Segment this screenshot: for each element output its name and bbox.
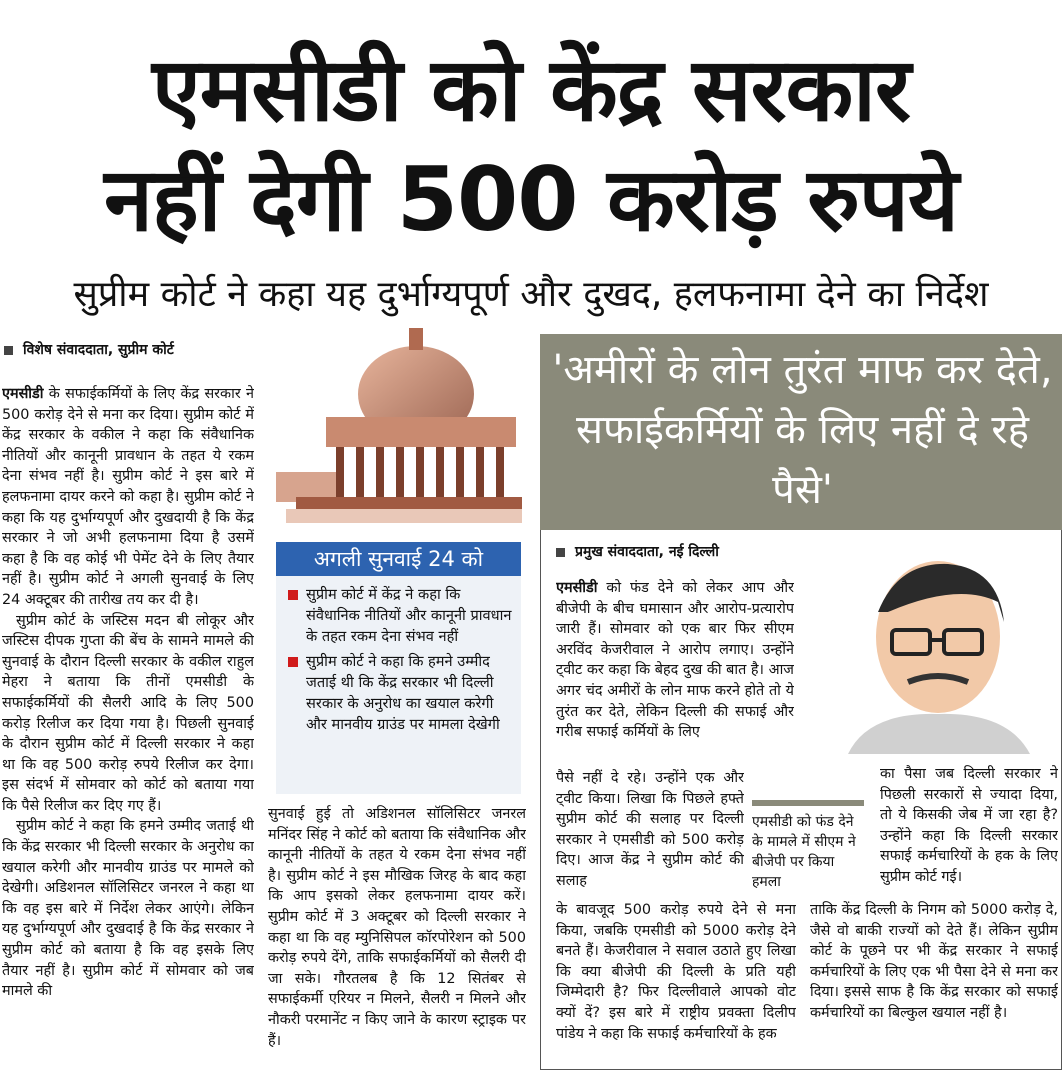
right-article-col2a: का पैसा जब दिल्ली सरकार ने पिछली सरकारों से ज्यादा दिया, तो ये किसकी जेब में जा रहा है? उन्होंने कहा कि दिल्ली सरकार सफाई कर्मचारियों के हक के लिए सुप्रीम कोर्ट गई। xyxy=(880,766,1058,885)
subheadline: सुप्रीम कोर्ट ने कहा यह दुर्भाग्यपूर्ण और दुखद, हलफनामा देने का निर्देश xyxy=(73,274,989,315)
byline-bullet-icon xyxy=(4,346,13,355)
right-byline: प्रमुख संवाददाता, नई दिल्ली xyxy=(556,542,719,561)
quote-text: 'अमीरों के लोन तुरंत माफ कर देते, सफाईकर्मियों के लिए नहीं दे रहे पैसे' xyxy=(552,347,1053,513)
left-para-1: एमसीडी के सफाईकर्मियों के लिए केंद्र सरकार ने 500 करोड़ देने से मना कर दिया। सुप्रीम कोर्ट में केंद्र सरकार के वकील ने कहा कि संवैधानिक नीतियों और कानूनी प्रावधान के तहत ये रकम देना संभव नहीं है। सुप्रीम कोर्ट ने इस बारे में हलफनामा दायर करने को कहा है। सुप्रीम कोर्ट ने कहा कि यह दुर्भाग्यपूर्ण और दुखदायी है कि केंद्र सरकार ने जो अभी हलफनामा दिया है उसमें कहा है कि वह कोई भी पेमेंट देने के लिए तैयार नहीं है। सुप्रीम कोर्ट ने अगली सुनवाई के लिए 24 अक्टूबर की तारीख तय कर दी है। xyxy=(2,386,254,608)
left-para-2: सुप्रीम कोर्ट के जस्टिस मदन बी लोकूर और जस्टिस दीपक गुप्ता की बेंच के सामने मामले की सुनवाई के दौरान दिल्ली सरकार के वकील राहुल मेहरा ने बताया कि तीनों एमसीडी के सफाईकर्मियों की सैलरी आदि के लिए 500 करोड़ रिलीज कर दिया गया है। पिछली सुनवाई के दौरान सुप्रीम कोर्ट में दिल्ली सरकार ने कहा था कि वह 500 करोड़ रुपये रिलीज कर देगा। इस संदर्भ में सोमवार को कोर्ट को बताया गया कि पैसे रिलीज कर दिए गए हैं। xyxy=(2,612,254,814)
supreme-court-illustration xyxy=(266,322,522,544)
headline-line2: नहीं देगी 500 करोड़ रुपये xyxy=(104,148,958,251)
sidebox-list xyxy=(288,584,514,735)
right-article-para1: एमसीडी को फंड देने को लेकर आप और बीजेपी के बीच घमासान और आरोप-प्रत्यारोप जारी हैं। सोमवार को एक बार फिर सीएम अरविंद केजरीवाल ने आरोप लगाए। उन्होंने ट्वीट कर कहा कि बेहद दुख की बात है। आज अगर चंद अमीरों के लोन माफ करने होते तो ये तुरंत कर देते, लेकिन दिल्ली की सफाई और गरीब सफाई कर्मियों के लिए xyxy=(556,580,794,741)
left-byline: विशेष संवाददाता, सुप्रीम कोर्ट xyxy=(4,340,174,359)
sidebox-item: सुप्रीम कोर्ट ने कहा कि हमने उम्मीद जताई थी कि केंद्र सरकार भी दिल्ली सरकार के अनुरोध का खयाल करेगी और मानवीय ग्राउंड पर मामला देखेगी xyxy=(288,651,514,735)
callout-quote: एमसीडी को फंड देने के मामले में सीएम ने बीजेपी पर किया हमला xyxy=(752,800,864,892)
left-para-3: सुप्रीम कोर्ट ने कहा कि हमने उम्मीद जताई थी कि केंद्र सरकार भी दिल्ली सरकार के अनुरोध का खयाल करेगी और मानवीय ग्राउंड पर मामले को देखेगी। अडिशनल सॉलिसिटर जनरल ने कहा था कि वह इस बारे में निर्देश लेकर आएंगे। लेकिन यह दुर्भाग्यपूर्ण और दुखदाई है कि केंद्र सरकार ने सुप्रीम कोर्ट को बताया है कि वह इसके लिए तैयार नहीं है। सुप्रीम कोर्ट में सोमवार को जब मामले की xyxy=(2,818,254,1000)
red-bullet-icon xyxy=(288,590,298,600)
red-bullet-icon xyxy=(288,657,298,667)
right-article-para1-cont: पैसे नहीं दे रहे। उन्होंने एक और ट्वीट किया। लिखा कि पिछले हफ्ते सुप्रीम कोर्ट की सलाह पर दिल्ली सरकार ने एमसीडी को 500 करोड़ दिए। आज केंद्र ने सुप्रीम कोर्ट की सलाह xyxy=(556,770,744,889)
sidebox-title: अगली सुनवाई 24 को xyxy=(276,542,521,576)
byline-bullet-icon xyxy=(556,548,565,557)
left-article-col2: सुनवाई हुई तो अडिशनल सॉलिसिटर जनरल मनिंदर सिंह ने कोर्ट को बताया कि संवैधानिक और कानूनी नीतियों के तहत ये रकम देना संभव नहीं है। सुप्रीम कोर्ट ने इस मौखिक जिरह के बाद कहा कि आप इसको लेकर हलफनामा दायर करें। सुप्रीम कोर्ट में 3 अक्टूबर को दिल्ली सरकार ने कहा था कि वह म्युनिसिपल कॉरपोरेशन को 500 करोड़ रुपये देंगे, ताकि सफाईकर्मियों को सैलरी दी जा सके। गौरतलब है कि 12 सितंबर से सफाईकर्मी एरियर न मिलने, सैलरी न मिलने और नौकरी परमानेंट न किए जाने के कारण स्ट्राइक पर हैं। xyxy=(268,806,526,1049)
kejriwal-portrait xyxy=(808,542,1060,754)
headline-line1: एमसीडी को केंद्र सरकार xyxy=(152,38,910,141)
right-article-col2b: ताकि केंद्र दिल्ली के निगम को 5000 करोड़ दे, जैसे वो बाकी राज्यों को देते हैं। लेकिन सुप्रीम कोर्ट के पूछने पर भी केंद्र सरकार ने सफाई कर्मचारियों के लिए एक भी पैसा देने से मना कर दिया। इससे साफ है कि केंद्र सरकार को सफाई कर्मचारियों का बिल्कुल खयाल नहीं है। xyxy=(810,902,1058,1021)
sidebox-item: सुप्रीम कोर्ट में केंद्र ने कहा कि संवैधानिक नीतियों और कानूनी प्रावधान के तहत रकम देना संभव नहीं xyxy=(288,584,514,647)
left-article-col1 xyxy=(2,384,254,1084)
right-article-para1b: के बावजूद 500 करोड़ रुपये देने से मना किया, जबकि एमसीडी को 5000 करोड़ देने बनते हैं। केजरीवाल ने सवाल उठाते हुए लिखा कि क्या बीजेपी की दिल्ली के प्रति यही जिम्मेदारी है? फिर दिल्लीवाले आपको वोट क्यों दें? इस बारे में राष्ट्रीय प्रवक्ता दिलीप पांडेय ने कहा कि सफाई कर्मचारियों के हक xyxy=(556,902,796,1042)
